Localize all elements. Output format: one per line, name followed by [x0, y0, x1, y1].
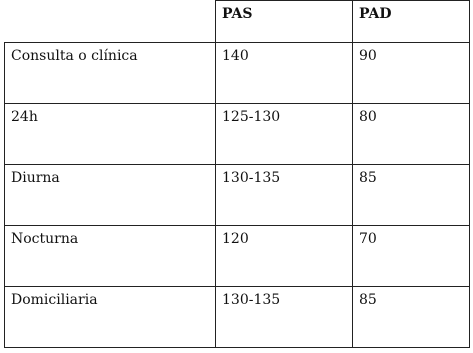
pad-value: 70 — [353, 226, 470, 287]
table-header-row — [5, 1, 470, 43]
pad-value: 90 — [353, 43, 470, 104]
row-label: Diurna — [5, 165, 216, 226]
pas-value: 140 — [216, 43, 353, 104]
header-cell-pad: PAD — [353, 1, 470, 43]
pas-value: 120 — [216, 226, 353, 287]
pad-value: 80 — [353, 104, 470, 165]
pas-value: 130-135 — [216, 287, 353, 348]
table-row — [5, 226, 470, 287]
table-row — [5, 287, 470, 348]
table-row — [5, 165, 470, 226]
table-row — [5, 43, 470, 104]
table-row — [5, 104, 470, 165]
header-cell-pas: PAS — [216, 1, 353, 43]
blood-pressure-table — [4, 0, 470, 348]
row-label: Domiciliaria — [5, 287, 216, 348]
row-label: 24h — [5, 104, 216, 165]
row-label: Consulta o clínica — [5, 43, 216, 104]
pas-value: 130-135 — [216, 165, 353, 226]
pad-value: 85 — [353, 165, 470, 226]
pad-value: 85 — [353, 287, 470, 348]
row-label: Nocturna — [5, 226, 216, 287]
pas-value: 125-130 — [216, 104, 353, 165]
header-cell-empty — [5, 1, 216, 43]
